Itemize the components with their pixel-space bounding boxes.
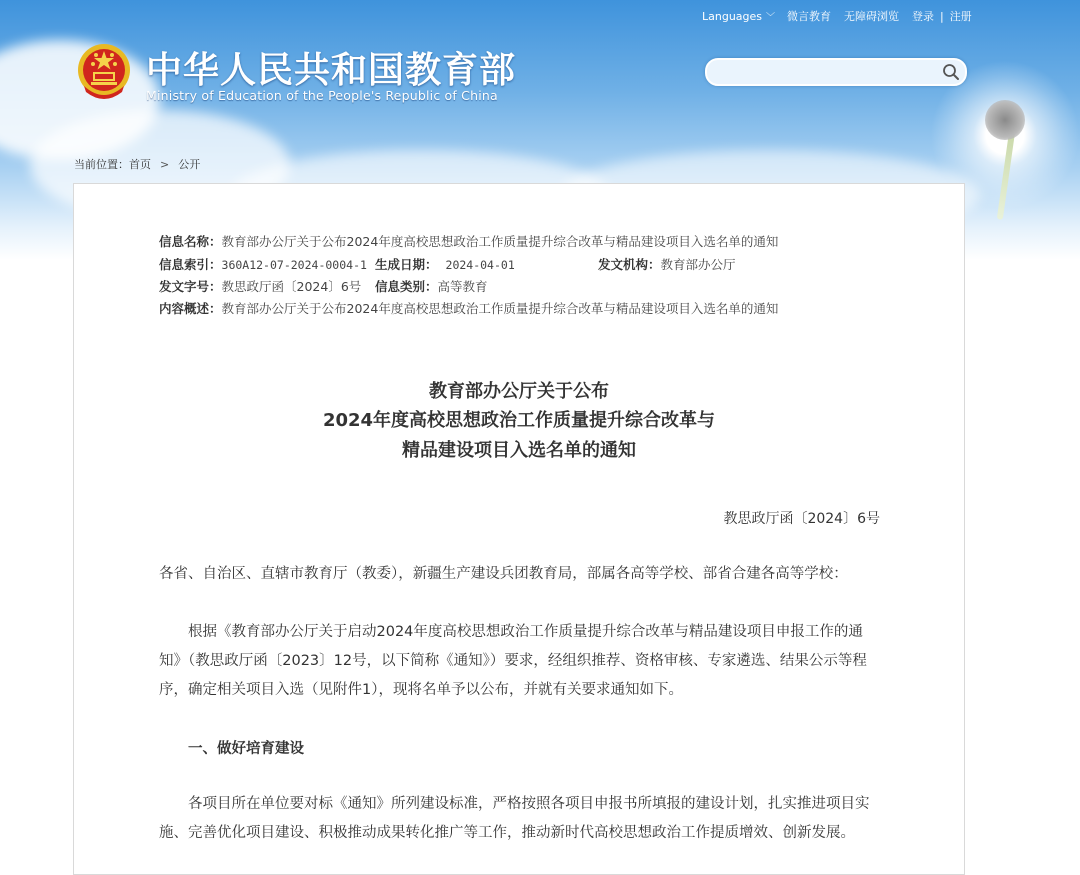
meta-row-org	[598, 255, 736, 273]
document-title-line-3: 精品建设项目入选名单的通知	[402, 440, 636, 461]
meta-date-value: 2024-04-01	[445, 258, 515, 272]
dandelion-core-decoration	[985, 100, 1025, 140]
meta-docno-label: 发文字号：	[159, 279, 222, 294]
meta-name-label: 信息名称：	[159, 234, 222, 249]
meta-name-value: 教育部办公厅关于公布2024年度高校思想政治工作质量提升综合改革与精品建设项目入选名单的通知	[221, 234, 779, 249]
section-heading-1: 一、做好培育建设	[188, 741, 304, 757]
chevron-down-icon: ﹀	[766, 12, 776, 23]
document-title-line-2: 2024年度高校思想政治工作质量提升综合改革与	[322, 410, 716, 431]
meta-date-label: 生成日期：	[375, 257, 438, 272]
login-link[interactable]: 登录	[912, 10, 935, 23]
meta-index-value: 360A12-07-2024-0004-1	[221, 258, 367, 272]
top-links	[702, 8, 972, 24]
document-number: 教思政厅函〔2024〕6号	[723, 511, 880, 527]
meta-docno-value: 教思政厅函〔2024〕6号	[221, 279, 362, 294]
breadcrumb-label: 当前位置：	[74, 158, 129, 171]
site-title-cn[interactable]: 中华人民共和国教育部	[146, 50, 517, 91]
meta-row-index	[159, 255, 367, 273]
meta-index-label: 信息索引：	[159, 257, 222, 272]
meta-row-summary	[159, 299, 778, 317]
accessibility-link[interactable]: 无障碍浏览	[844, 10, 900, 23]
search-icon[interactable]	[941, 62, 961, 82]
meta-org-label: 发文机构：	[598, 257, 661, 272]
search-box	[705, 58, 967, 86]
languages-menu[interactable]	[702, 10, 775, 23]
separator: |	[940, 9, 944, 23]
weiyan-link[interactable]: 微言教育	[787, 10, 832, 23]
paragraph-2: 各项目所在单位要对标《通知》所列建设标准，严格按照各项目申报书所填报的建设计划，扎实推进项目实施、完善优化项目建设、积极推动成果转化推广等工作，推动新时代高校思想政治工作提质增效、创新发展。	[159, 796, 870, 841]
meta-category-value: 高等教育	[437, 279, 488, 294]
meta-summary-label: 内容概述：	[159, 301, 222, 316]
document-title-line-1: 教育部办公厅关于公布	[429, 381, 609, 402]
breadcrumb	[74, 156, 200, 172]
site-title-en: Ministry of Education of the People's Republic of China	[146, 88, 498, 103]
search-input[interactable]	[717, 63, 936, 81]
salutation: 各省、自治区、直辖市教育厅（教委），新疆生产建设兵团教育局，部属各高等学校、部省合建各高等学校：	[159, 566, 848, 582]
content-panel	[73, 183, 965, 875]
national-emblem-icon[interactable]	[76, 42, 132, 102]
meta-summary-value: 教育部办公厅关于公布2024年度高校思想政治工作质量提升综合改革与精品建设项目入选名单的通知	[221, 301, 779, 316]
languages-label: Languages	[702, 9, 763, 23]
meta-row-category	[375, 277, 488, 295]
breadcrumb-current[interactable]: 公开	[178, 158, 201, 171]
register-link[interactable]: 注册	[949, 10, 972, 23]
meta-row-docno	[159, 277, 361, 295]
meta-row-name	[159, 232, 778, 250]
meta-org-value: 教育部办公厅	[660, 257, 736, 272]
paragraph-1: 根据《教育部办公厅关于启动2024年度高校思想政治工作质量提升综合改革与精品建设项目申报工作的通知》（教思政厅函〔2023〕12号，以下简称《通知》）要求，经组织推荐、资格审核、专家遴选、结果公示等程序，确定相关项目入选（见附件1），现将名单予以公布，并就有关要求通知如下。	[159, 624, 867, 698]
breadcrumb-home[interactable]: 首页	[129, 158, 151, 171]
meta-category-label: 信息类别：	[375, 279, 438, 294]
breadcrumb-separator: >	[160, 157, 170, 171]
meta-row-date	[375, 255, 515, 273]
